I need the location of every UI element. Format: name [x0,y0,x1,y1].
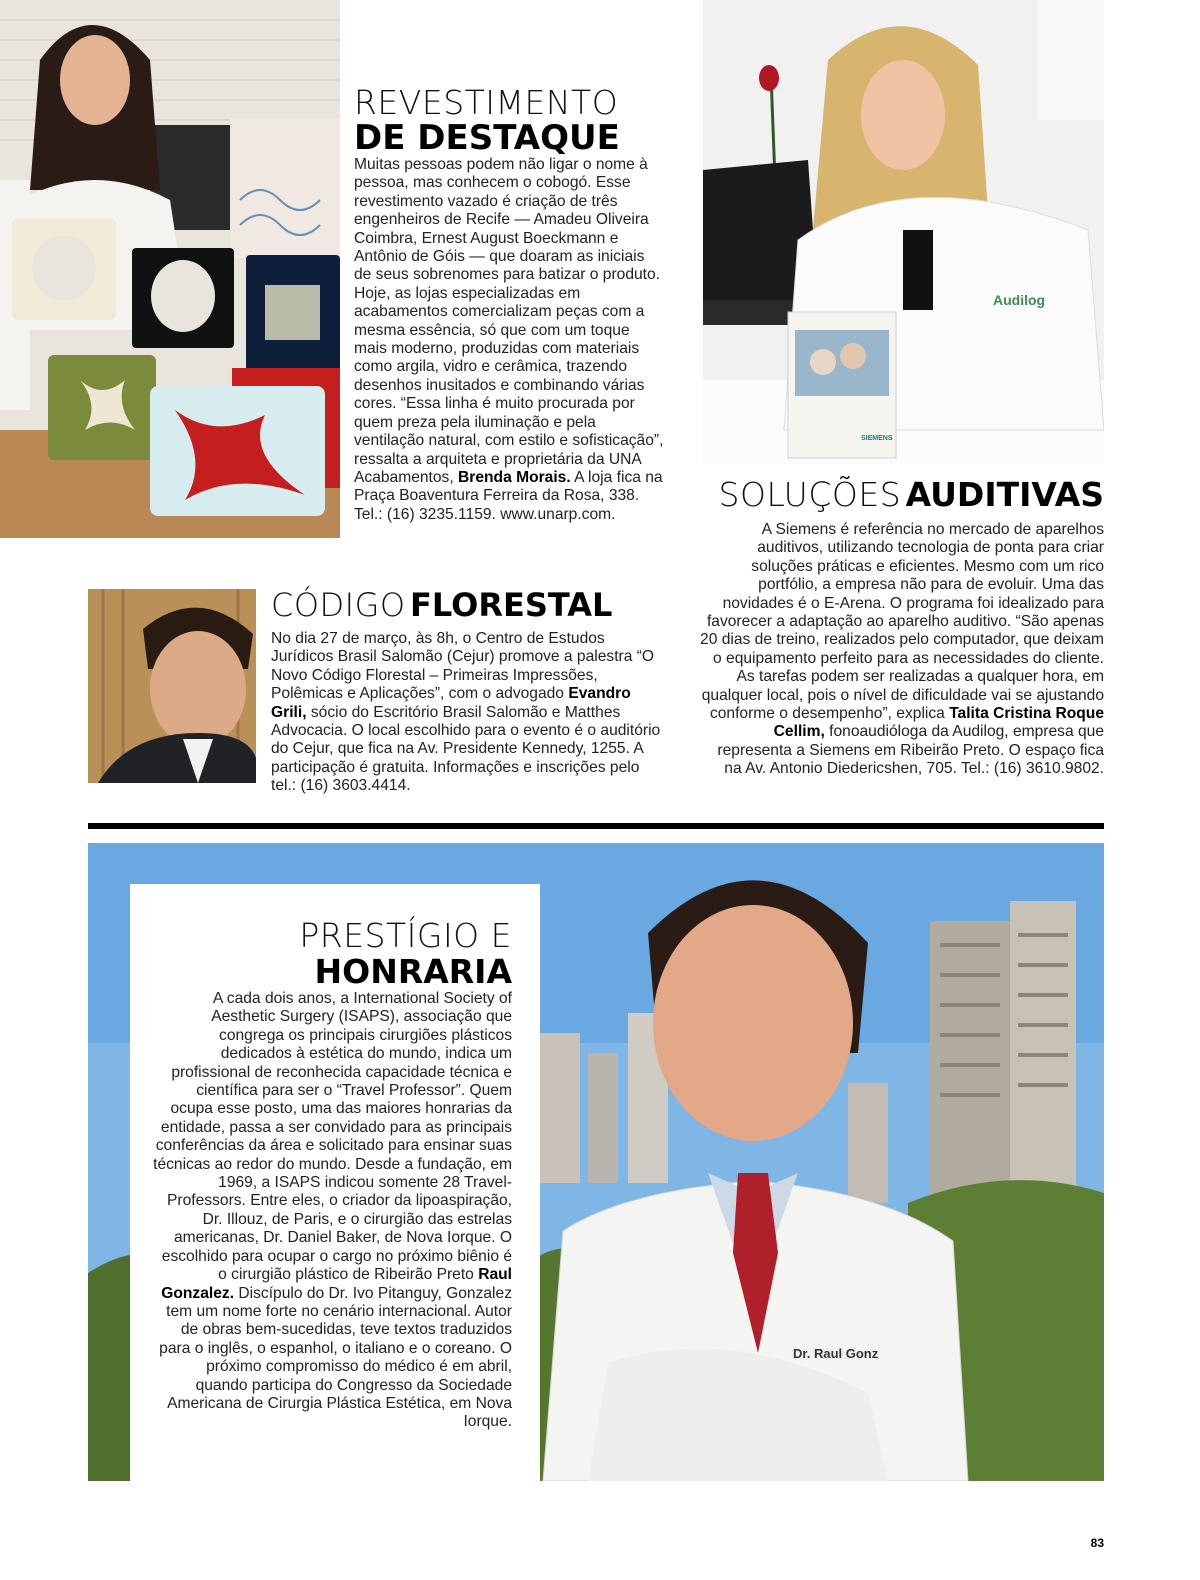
photo-evandro-grili [88,589,256,783]
headline [271,587,661,630]
headline-bold: AUDITIVAS [905,475,1104,514]
body-text: No dia 27 de março, às 8h, o Centro de Estudos Jurídicos Brasil Salomão (Cejur) promove a palestra “O Novo Código Florestal – Primeiras Impressões, Polêmicas e Aplicações”, com o advogado [271,630,655,703]
headline-light: SOLUÇÕES [718,475,902,514]
article-body [354,156,664,524]
body-text: A cada dois anos, a International Society of Aesthetic Surgery (ISAPS), associação que congrega os principais cirurgiões plásticos dedicados à estética do mundo, indica um profissional de reconhecida capacidade técnica e científica para ser o “Travel Professor”. Quem ocupa esse posto, uma das maiores honrarias da entidade, passa a ser convidado para as principais conferências da área e solicitado para ensinar suas técnicas ao redor do mundo. Desde a fundação, em 1969, a ISAPS indicou somente 28 Travel-Professors. Entre eles, o criador da lipoaspiração, Dr. Illouz, de Paris, e o cirurgião das estrelas americanas, Dr. Daniel Baker, de Nova Iorque. O escolhido para ocupar o cargo no próximo biênio é o cirurgião plástico de Ribeirão Preto [153,990,512,1284]
body-text: sócio do Escritório Brasil Salomão e Matthes Advocacia. O local escolhido para o evento é o auditório do Cejur, que fica na Av. Presidente Kennedy, 1255. A participação é gratuita. Informações e inscrições pelo tel.: (16) 3603.4414. [271,703,661,795]
body-text: Muitas pessoas podem não ligar o nome à pessoa, mas conhecem o cobogó. Esse revestimento vazado é criação de três engenheiros de Recife — Amadeu Oliveira Coimbra, Ernest August Boeckmann e Antônio de Góis — que doaram as iniciais de seus sobrenomes para batizar o produto. Hoje, as lojas especializadas em acabamentos comercializam peças com a mesma essência, só que com um toque mais moderno, produzidas com materiais como argila, vidro e cerâmica, trazendo desenhos inusitados e combinando várias cores. “Essa linha é muito procurada por quem preza pela iluminação e pela ventilação natural, com estilo e sofisticação”, ressalta a arquiteta e proprietária da UNA Acabamentos, [354,156,664,486]
article-solucoes-auditivas [698,476,1104,779]
section-divider [88,823,1104,829]
headline [698,476,1104,521]
siemens-box-label: SIEMENS [861,435,893,442]
coat-name-embroidery: Dr. Raul Gonz [793,1346,879,1361]
body-text: A Siemens é referência no mercado de aparelhos auditivos, utilizando tecnologia de ponta para criar soluções práticas e eficientes. Mesmo com um rico portfólio, a empresa não para de evoluir. Uma das novidades é o E-Arena. O programa foi idealizado para favorecer a adaptação ao aparelho auditivo. “São apenas 20 dias de treino, realizados pelo computador, que deixam o equipamento perfeito para as necessidades do cliente. As tarefas podem ser realizadas a qualquer hora, em qualquer local, pois o nível de dificuldade vai se ajustando conforme o desempenho”, explica [700,521,1104,723]
headline-light: PRESTÍGIO E [299,916,512,955]
headline-bold: DE DESTAQUE [354,118,620,158]
person-name: Evandro Grili, [271,685,631,721]
page-number: 83 [1090,1536,1104,1550]
contact-info: Tel.: (16) 3235.1159. www.unarp.com. [354,505,616,523]
person-name: Raul Gonzalez. [161,1266,512,1302]
headline-light: REVESTIMENTO [354,83,619,122]
headline-light: CÓDIGO [271,586,406,624]
headline-bold: FLORESTAL [410,586,613,624]
photo-cobogo-woman [0,0,340,538]
article-revestimento [354,83,664,524]
person-name: Talita Cristina Roque Cellim, [773,705,1104,741]
article-codigo-florestal [271,587,661,796]
article-body [271,630,661,796]
body-text: Discípulo do Dr. Ivo Pitanguy, Gonzalez tem um nome forte no cenário internacional. Autor de obras bem-sucedidas, teve textos traduzidos para o inglês, o espanhol, o italiano e o coreano. O próximo compromisso do médico é em abril, quando participa do Congresso da Sociedade Americana de Cirurgia Plástica Estética, em Nova Iorque. [159,1284,512,1431]
headline-bold: HONRARIA [314,952,512,991]
body-text: A loja fica na Praça Boaventura Ferreira da Rosa, 338. [354,468,663,505]
audilog-logo: Audilog [993,292,1046,308]
body-text: fonoaudióloga da Audilog, empresa que representa a Siemens em Ribeirão Preto. O espaço fica na Av. Antonio Diedericshen, 705. Tel.: (16) 3610.9802. [717,723,1104,778]
person-name: Brenda Morais. [458,468,571,486]
article-prestigio-honraria [150,918,512,1432]
photo-siemens-fonoaudiologa [703,0,1104,463]
article-body [698,521,1104,779]
article-body [150,990,512,1432]
